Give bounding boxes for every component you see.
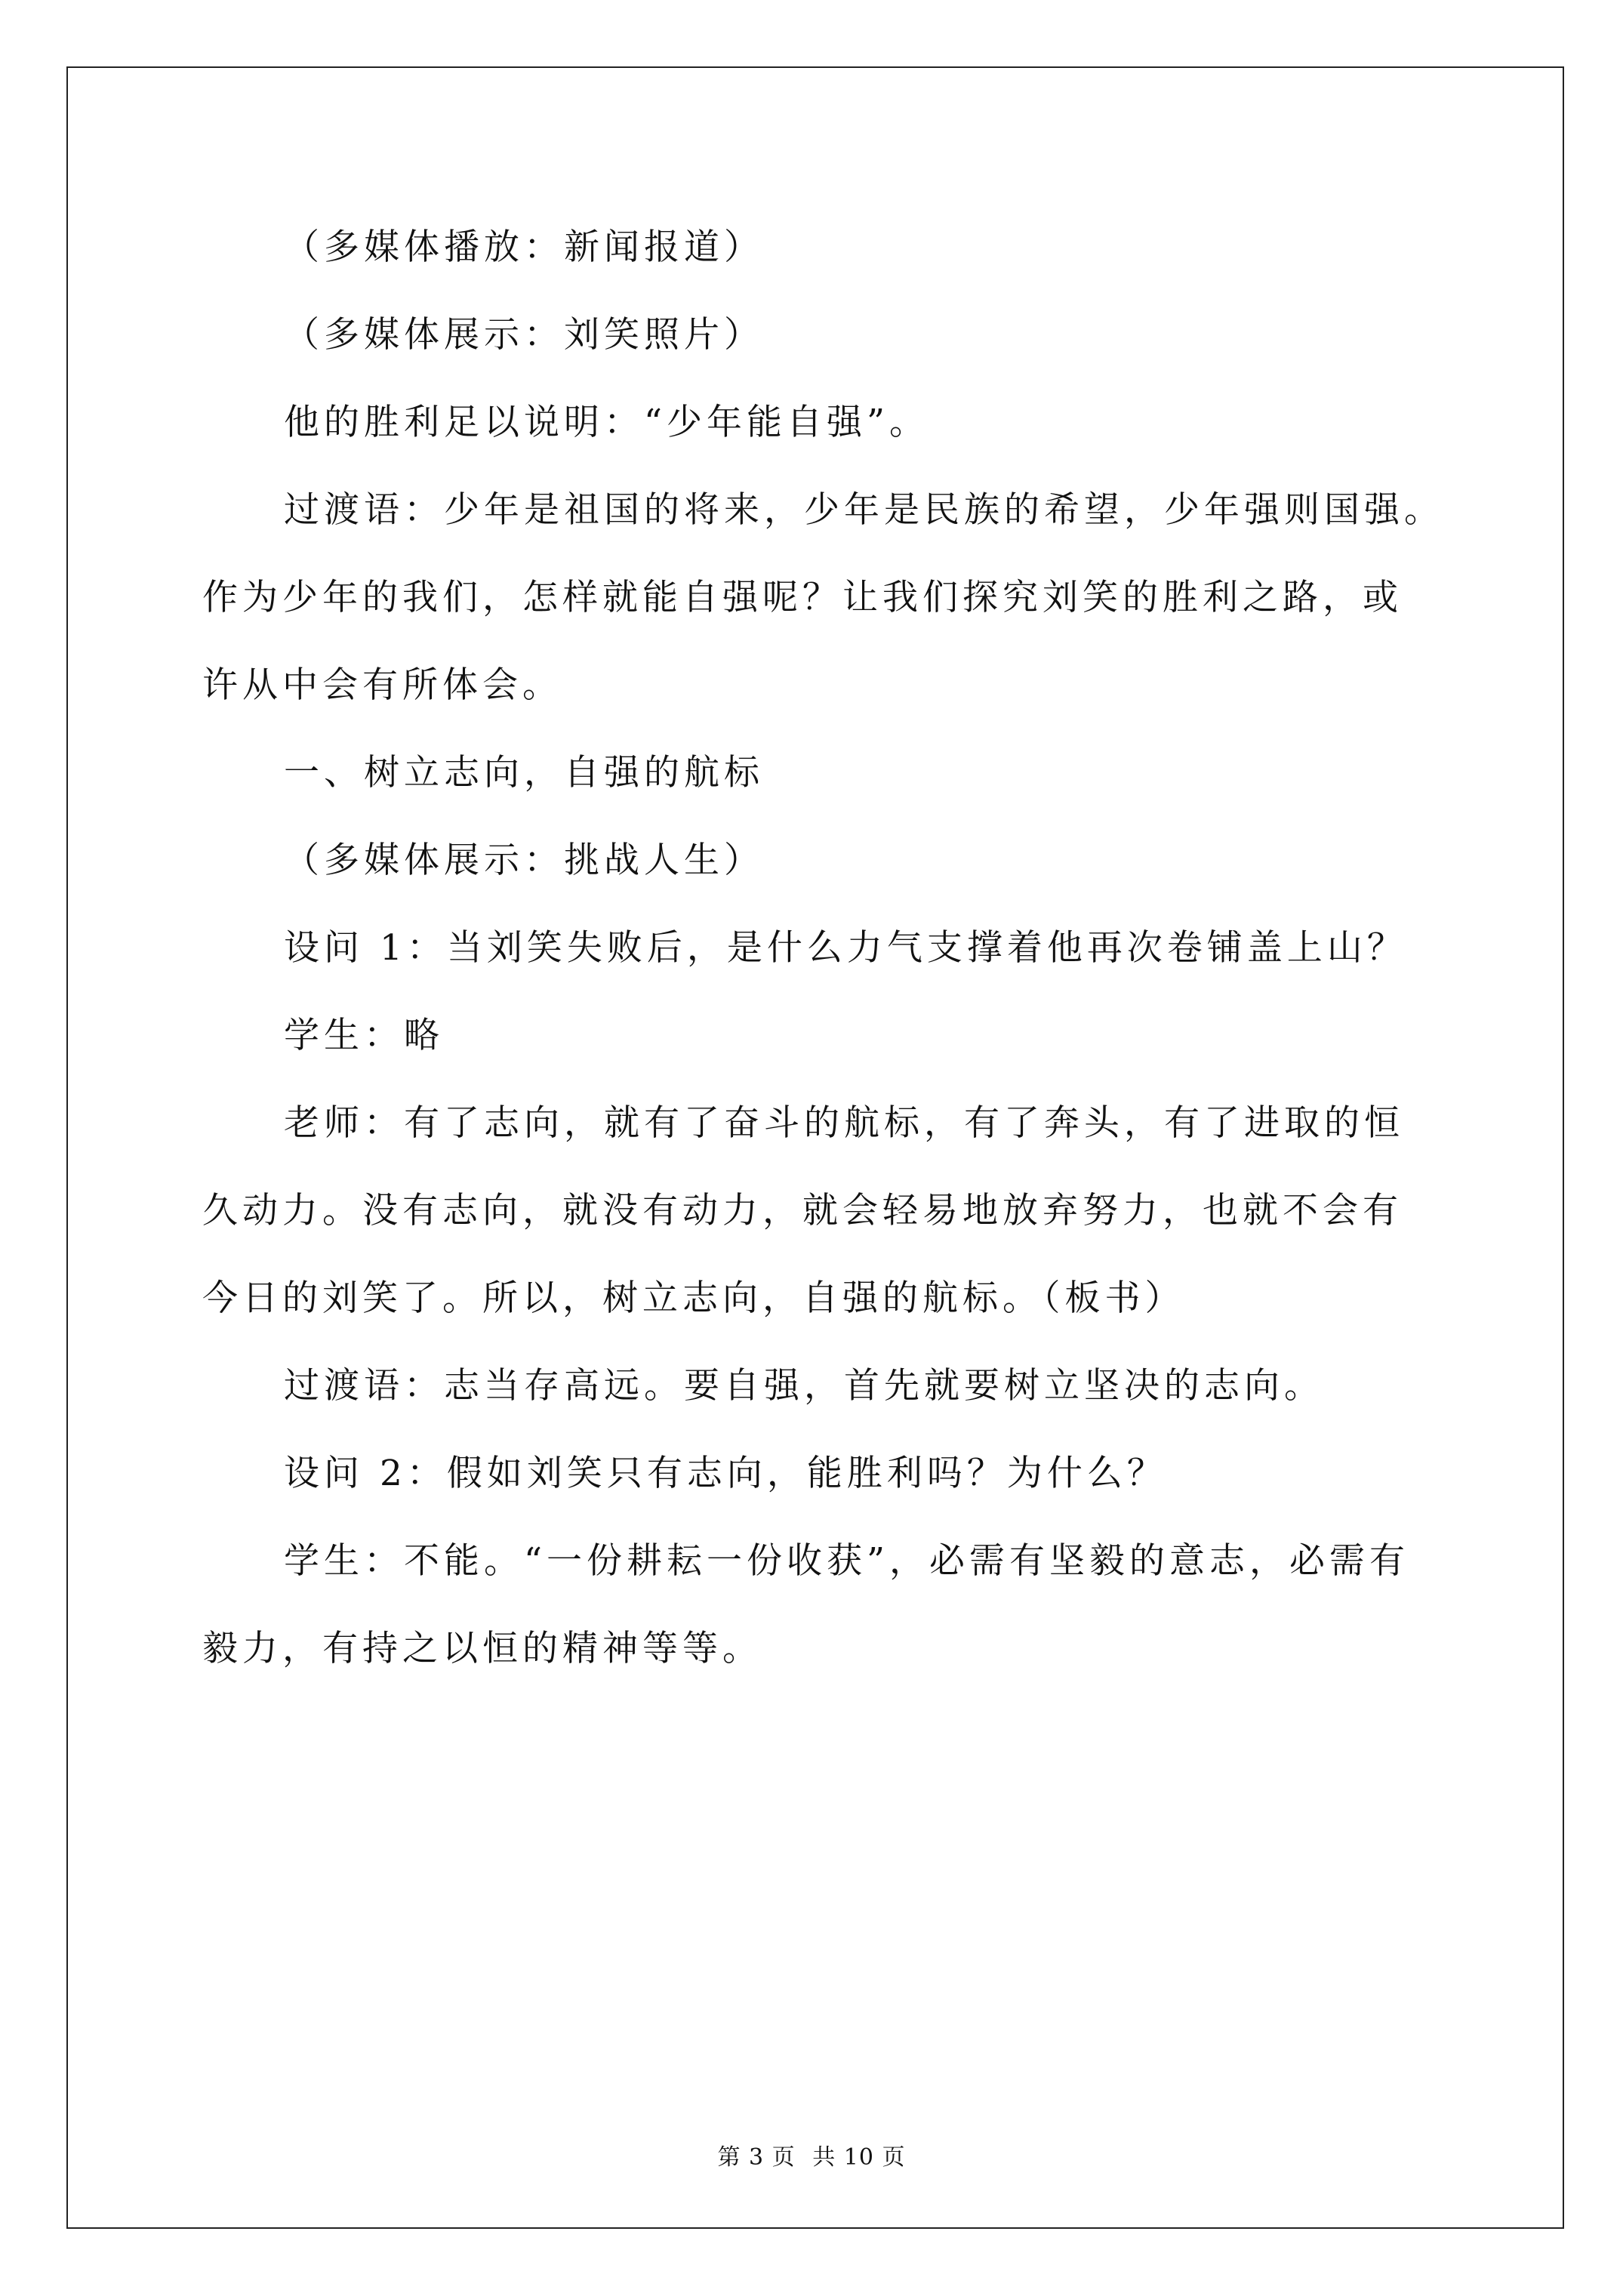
paragraph-line: 毅力，有持之以恒的精神等等。 [202,1628,762,1669]
paragraph-line: 今日的刘笑了。所以，树立志向，自强的航标。（板书） [202,1277,1185,1319]
section-heading: 一、树立志向，自强的航标 [284,752,764,794]
paragraph-line: （多媒体展示：刘笑照片） [284,314,764,356]
paragraph-line: 老师：有了志向，就有了奋斗的航标，有了奔头，有了进取的恒 [284,1102,1404,1144]
paragraph-line: 久动力。没有志向，就没有动力，就会轻易地放弃努力，也就不会有 [202,1190,1403,1231]
page-number: 第 3 页 [717,2144,796,2171]
paragraph-line: 过渡语：志当存高远。要自强，首先就要树立坚决的志向。 [284,1365,1324,1407]
paragraph-line: 过渡语：少年是祖国的将来，少年是民族的希望，少年强则国强。 [284,489,1444,531]
paragraph-line: 许从中会有所体会。 [202,664,562,706]
page-total: 共 10 页 [812,2144,906,2171]
paragraph-line: 学生：不能。“一份耕耘一份收获”，必需有坚毅的意志，必需有 [284,1540,1410,1582]
paragraph-line: 学生：略 [284,1015,444,1056]
page-footer [0,2138,1623,2171]
paragraph-line: （多媒体展示：挑战人生） [284,840,764,881]
paragraph-line: 设问 1：当刘笑失败后，是什么力气支撑着他再次卷铺盖上山？ [284,927,1407,969]
paragraph-line: 他的胜利足以说明：“少年能自强”。 [284,402,930,443]
page-border [66,66,1564,2229]
paragraph-line: （多媒体播放：新闻报道） [284,227,764,268]
paragraph-line: 作为少年的我们，怎样就能自强呢？让我们探究刘笑的胜利之路，或 [202,577,1403,618]
paragraph-line: 设问 2：假如刘笑只有志向，能胜利吗？为什么？ [284,1453,1167,1494]
